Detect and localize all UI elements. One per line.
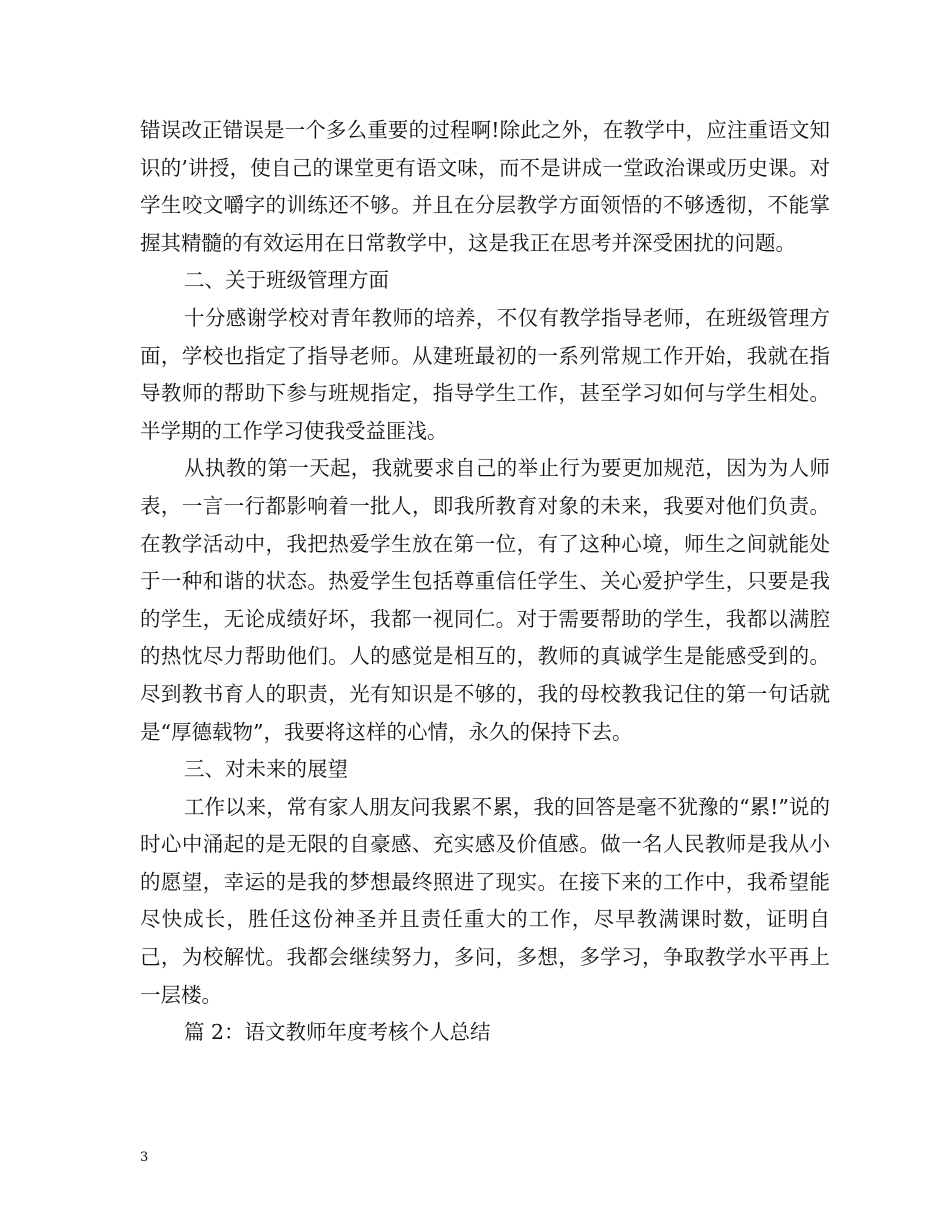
body-paragraph: 十分感谢学校对青年教师的培养，不仅有教学指导老师，在班级管理方面，学校也指定了指导老师。从建班最初的一系列常规工作开始，我就在指导教师的帮助下参与班规指定，指导学生工作，甚至学习如何与学生相处。半学期的工作学习使我受益匪浅。 xyxy=(140,305,830,443)
body-paragraph: 错误改正错误是一个多么重要的过程啊!除此之外，在教学中，应注重语文知识的’讲授，使自己的课堂更有语文味，而不是讲成一堂政治课或历史课。对学生咬文嚼字的训练还不够。并且在分层教学方面领悟的不够透彻，不能掌握其精髓的有效运用在日常教学中，这是我正在思考并深受困扰的问题。 xyxy=(140,118,830,255)
section-heading-class-management: 二、关于班级管理方面 xyxy=(184,268,389,293)
article-heading: 篇 2：语文教师年度考核个人总结 xyxy=(184,1020,491,1045)
document-body xyxy=(140,112,830,1052)
body-paragraph: 从执教的第一天起，我就要求自己的举止行为要更加规范，因为为人师表，一言一行都影响着一批人，即我所教育对象的未来，我要对他们负责。在教学活动中，我把热爱学生放在第一位，有了这种心境，师生之间就能处于一种和谐的状态。热爱学生包括尊重信任学生、关心爱护学生，只要是我的学生，无论成绩好坏，我都一视同仁。对于需要帮助的学生，我都以满腔的热忱尽力帮助他们。人的感觉是相互的，教师的真诚学生是能感受到的。尽到教书育人的职责，光有知识是不够的，我的母校教我记住的第一句话就是“厚德载物”，我要将这样的心情，永久的保持下去。 xyxy=(140,456,830,744)
section-heading-outlook: 三、对未来的展望 xyxy=(184,757,348,782)
page-number: 3 xyxy=(140,1150,149,1165)
body-paragraph: 工作以来，常有家人朋友问我累不累，我的回答是毫不犹豫的“累!”说的时心中涌起的是无限的自豪感、充实感及价值感。做一名人民教师是我从小的愿望，幸运的是我的梦想最终照进了现实。在接下来的工作中，我希望能尽快成长，胜任这份神圣并且责任重大的工作，尽早教满课时数，证明自己，为校解忧。我都会继续努力，多问，多想，多学习，争取教学水平再上一层楼。 xyxy=(140,794,830,1007)
